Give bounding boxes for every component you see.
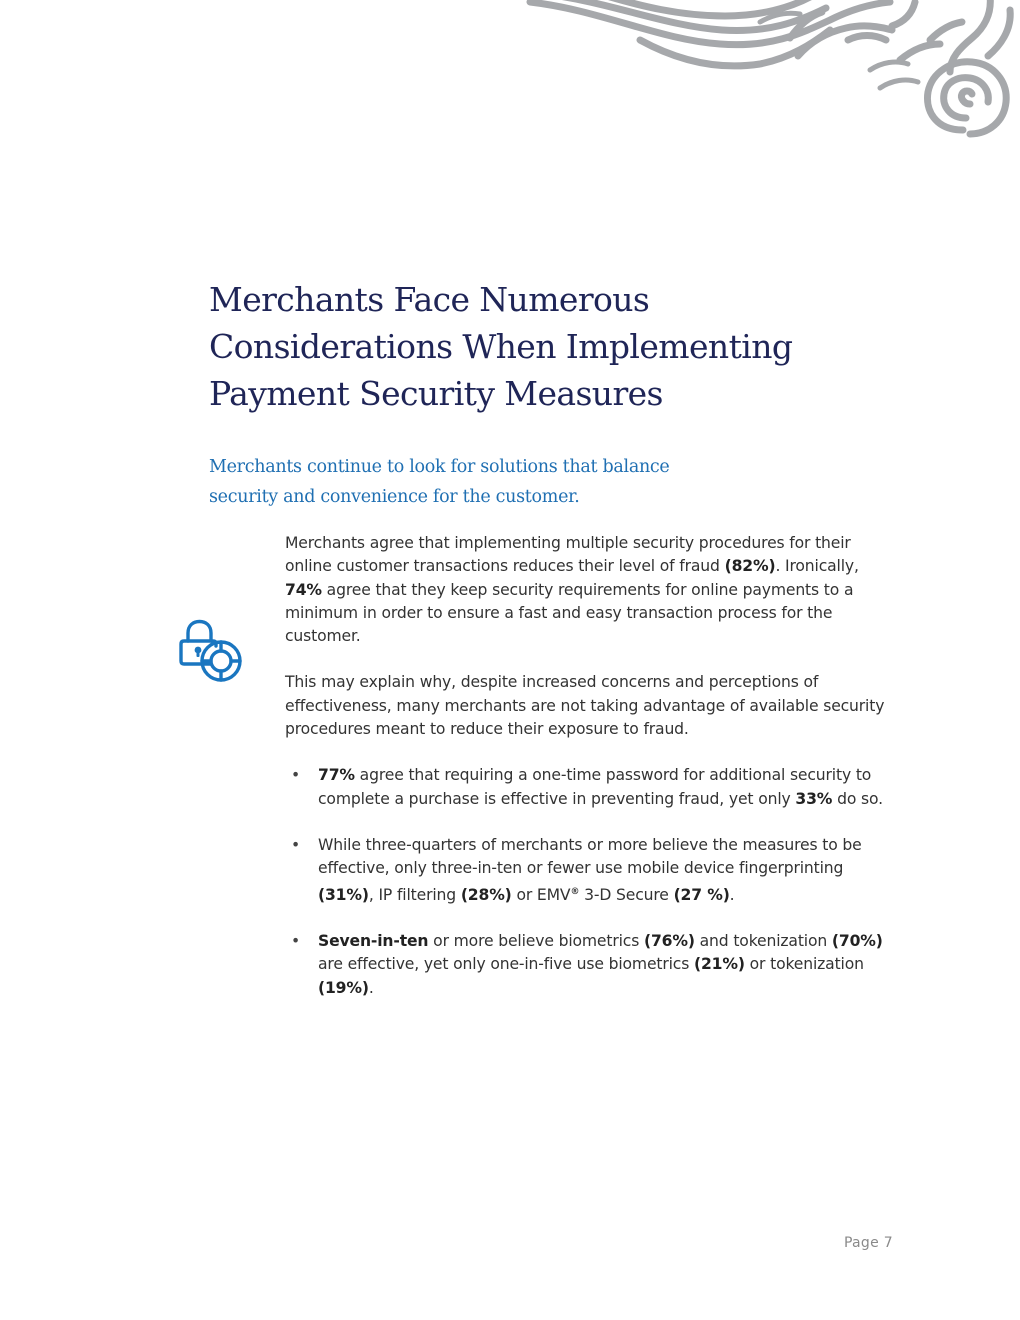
stat-highlight: (76%) [644,932,695,951]
stat-highlight: 74% [285,580,322,599]
page-title [209,276,909,417]
stat-highlight: (31%) [318,885,369,904]
body-text [285,532,885,1023]
title-line: Payment Security Measures [209,374,663,413]
stat-highlight: (82%) [724,557,776,576]
lock-target-icon [177,619,243,685]
text-run: While three-quarters of merchants or more believe the measures to be effective, only three-in-ten or fewer use mobile device fingerprinting [318,835,862,878]
page-number: Page 7 [843,1235,893,1251]
text-run: agree that they keep security requirements for online payments to a minimum in order to ensure a fast and easy transaction process for the customer. [285,580,854,646]
text-run: 3-D Secure [579,885,674,904]
text-run: . Ironically, [775,557,859,576]
stat-highlight: Seven-in-ten [318,932,429,951]
list-item [285,834,885,907]
title-line: Considerations When Implementing [209,327,793,366]
text-run: or more believe biometrics [428,932,644,951]
bullet-dot: • [291,835,301,854]
list-item [285,930,885,1000]
stat-highlight: (27 %) [673,885,730,904]
subtitle-line: security and convenience for the customer. [209,487,580,507]
registered-mark: ® [570,886,580,897]
stat-highlight: (28%) [460,885,512,904]
bullet-dot: • [291,932,301,951]
bullet-list [285,764,885,1000]
text-run: . [368,978,374,997]
text-run: . [729,885,735,904]
text-run: or tokenization [744,955,864,974]
text-run: and tokenization [694,932,832,951]
stat-highlight: (19%) [318,978,369,997]
paragraph [285,532,885,648]
text-run: or EMV [511,885,571,904]
section-subtitle [209,452,769,512]
swirl-ornament-icon [0,0,1020,160]
text-run: do so. [832,789,883,808]
text-run: agree that requiring a one-time password for additional security to complete a purchase is effective in preventing fraud, yet only [318,766,872,808]
text-run: are effective, yet only one-in-five use biometrics [318,955,694,974]
bullet-dot: • [291,766,301,785]
subtitle-line: Merchants continue to look for solutions that balance [209,457,670,477]
list-item [285,764,885,811]
stat-highlight: (21%) [694,955,745,974]
stat-highlight: (70%) [831,932,883,951]
stat-highlight: 77% [318,766,355,785]
paragraph [285,671,885,741]
text-run: Merchants agree that implementing multiple security procedures for their online customer transactions reduces their level of fraud [285,534,851,576]
stat-highlight: 33% [795,789,833,808]
text-run: , IP filtering [368,885,461,904]
text-run: This may explain why, despite increased concerns and perceptions of effectiveness, many merchants are not taking advantage of available security procedures meant to reduce their exposure to fraud. [285,673,885,739]
title-line: Merchants Face Numerous [209,280,650,319]
